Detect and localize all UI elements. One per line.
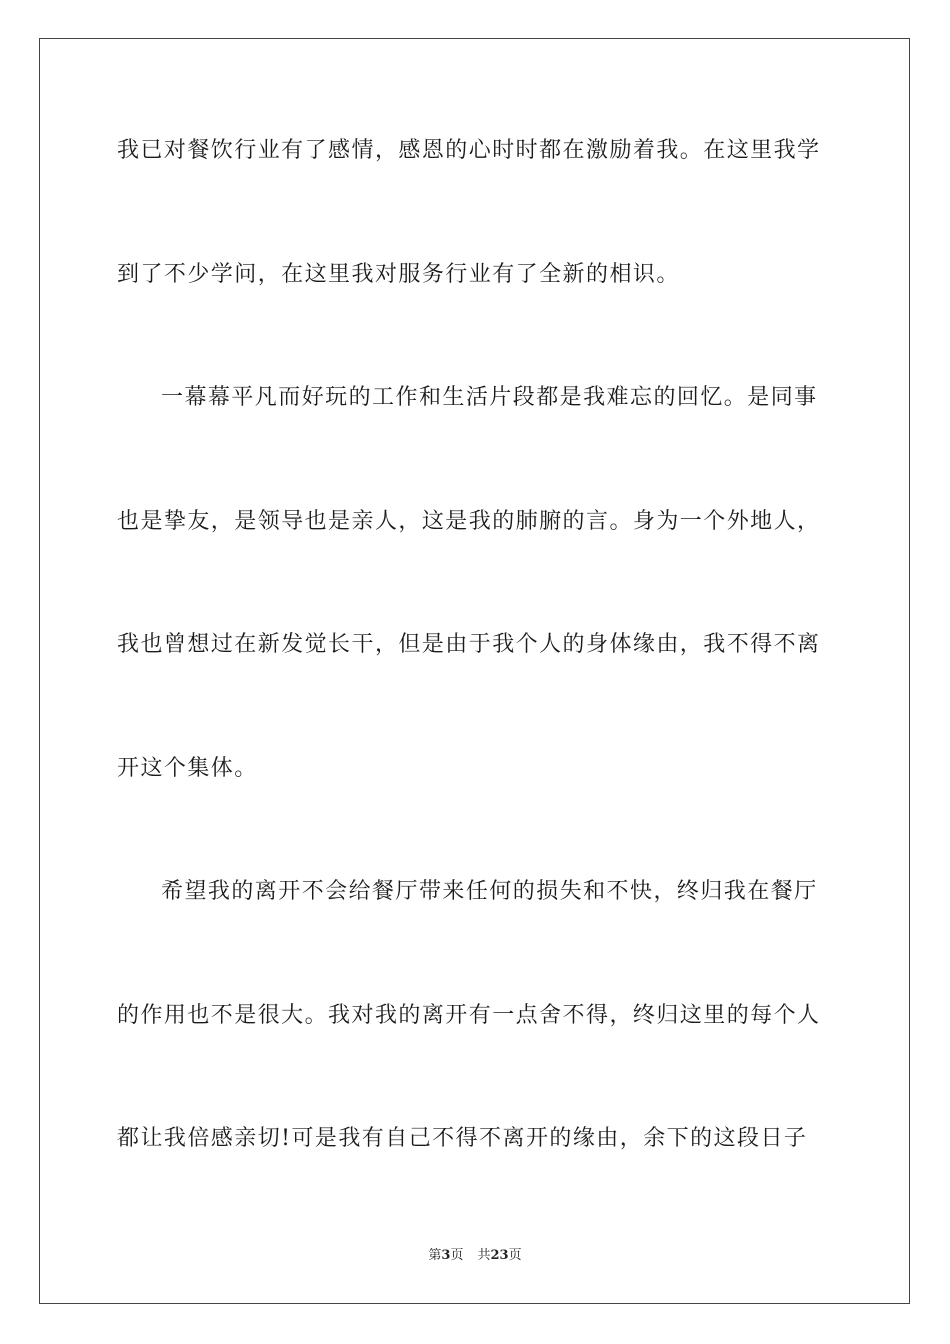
total-prefix: 共 [477, 1248, 491, 1263]
text-line: 一幕幕平凡而好玩的工作和生活片段都是我难忘的回忆。是同事 [161, 385, 818, 410]
text-line: 开这个集体。 [117, 756, 258, 781]
text-line: 也是挚友，是领导也是亲人，这是我的肺腑的言。身为一个外地人， [117, 509, 821, 534]
page-suffix: 页 [450, 1248, 464, 1263]
text-line: 希望我的离开不会给餐厅带来任何的损失和不快，终归我在餐厅 [161, 879, 818, 904]
text-line: 我已对餐饮行业有了感情，感恩的心时时都在激励着我。在这里我学 [117, 138, 821, 163]
page-prefix: 第 [428, 1248, 442, 1263]
text-line: 的作用也不是很大。我对我的离开有一点舍不得，终归这里的每个人 [117, 1003, 821, 1028]
text-line: 到了不少学问，在这里我对服务行业有了全新的相识。 [117, 262, 680, 287]
text-line: 我也曾想过在新发觉长干，但是由于我个人的身体缘由，我不得不离 [117, 632, 821, 657]
current-page-number: 3 [441, 1248, 451, 1263]
text-line: 都让我倍感亲切!可是我有自己不得不离开的缘由，余下的这段日子 [117, 1126, 808, 1151]
total-suffix: 页 [508, 1248, 522, 1263]
page-footer [0, 1247, 950, 1265]
total-page-count: 23 [490, 1248, 509, 1263]
page-border [39, 38, 910, 1304]
